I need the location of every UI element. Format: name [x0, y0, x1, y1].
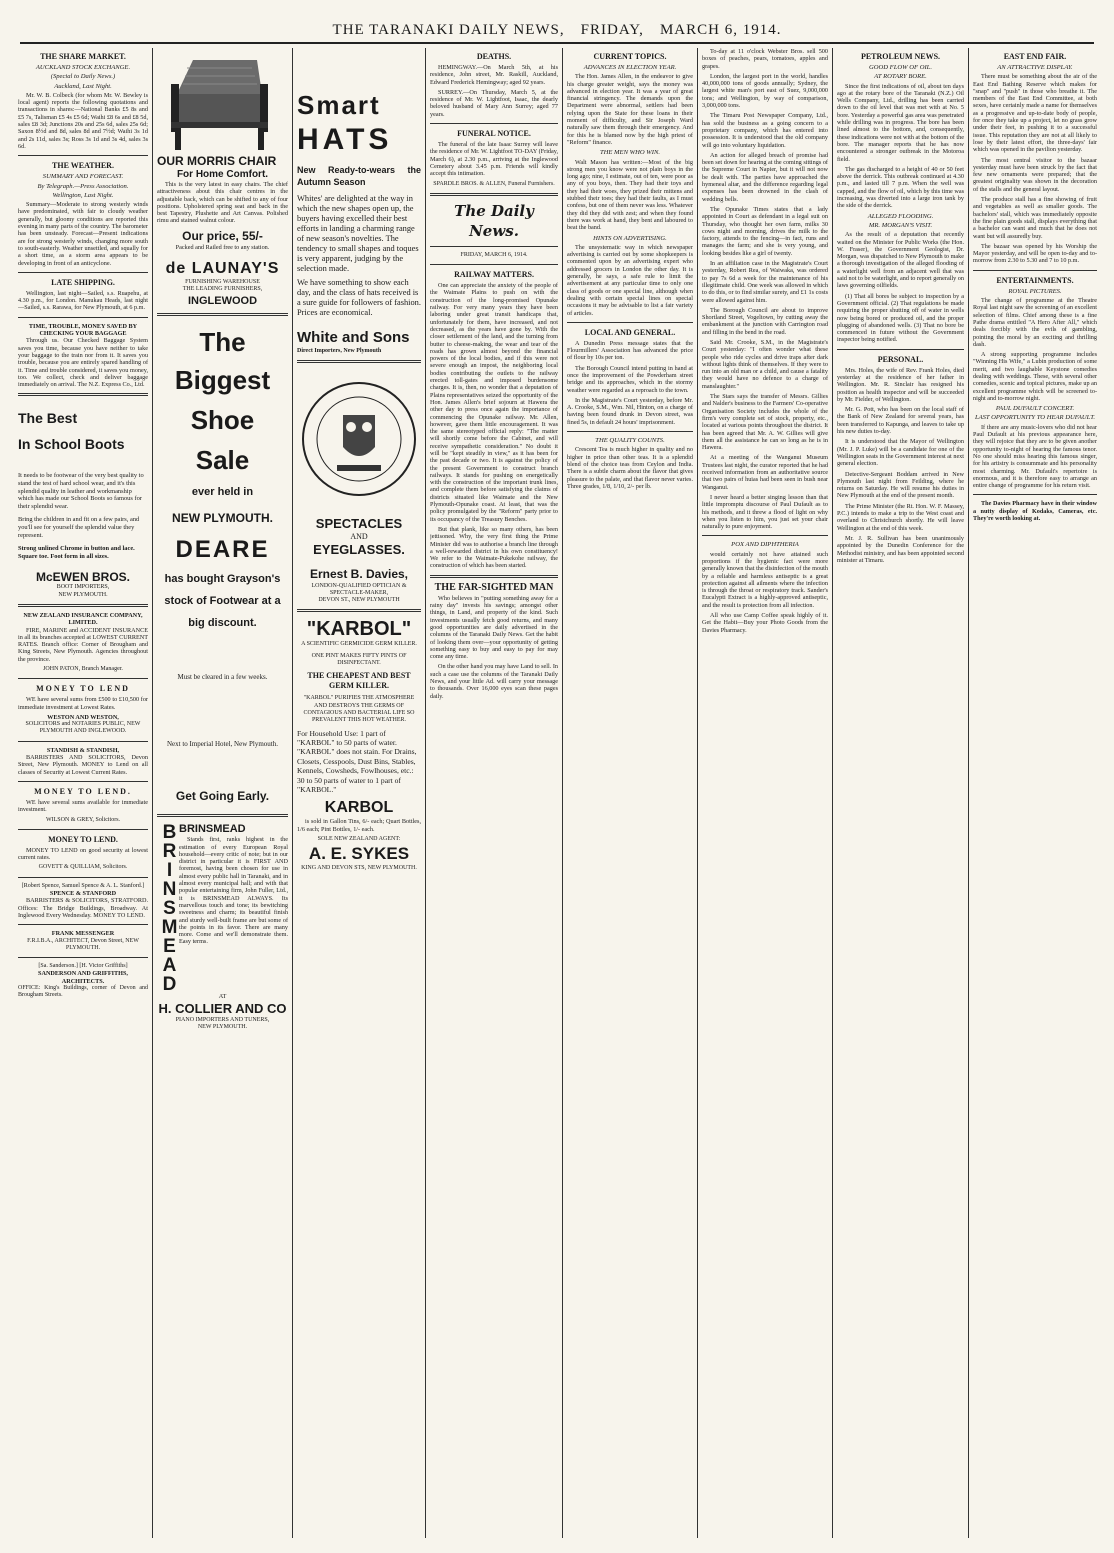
personal-item: Mrs. Holes, the wife of Rev. Frank Holes, died yesterday at the residence of her father in Wellington. Mr. R. Sinclair has resigned his position as health inspector and will be succeeded by Mr. Fielder, of Wellington.: [837, 366, 964, 403]
messenger-name: FRANK MESSENGER: [51, 930, 115, 938]
oil-text: Since the first indications of oil, about ten days ago at the rotary bore of the Taranaki (N.Z.) Oil Wells Company, Ltd., drilling has been carried down to the oil level that was met with at No. 5 bore. Yesterday a powerful gas area was penetrated while drilling was in progress. The bore has been lined almost to the bottom, and, consequently, these indications were not with at the bottom of the bore. The manager reports that he has now encountered a stronger outbreak in the Motoroa field.: [837, 82, 964, 163]
daily-news-title: The Daily News.: [454, 201, 534, 240]
brinsmead-title: BRINSMEAD: [179, 823, 246, 836]
local-text: A Dunedin Press message states that the Flourmillers' Association has advanced the price of flour by 10s per ton.: [567, 339, 693, 362]
spence-text: BARRISTERS & SOLICITORS, STRATFORD. Offices: The Bridge Buildings, Broadway. At Inglewood Every Wednesday. MONEY TO LEND.: [18, 897, 148, 919]
shoe-sale: Sale: [195, 444, 250, 475]
oil-heading: GOOD FLOW OF OIL.: [868, 64, 932, 71]
boots-text-3: Strong unlined Chrome in button and lace. Square toe. Foot form in all sizes.: [18, 545, 135, 560]
auckland-heading: AUCKLAND STOCK EXCHANGE.: [35, 64, 131, 71]
personal-item: Detective-Sergeant Boddam arrived in New Plymouth last night from Feilding, where he returns on Saturday. He will resume his duties in New Plymouth at the end of the present month.: [837, 470, 964, 500]
dateline: Auckland, Last Night.: [54, 82, 112, 90]
weston-firm: WESTON AND WESTON,: [47, 713, 119, 721]
pictures-heading: ROYAL PICTURES.: [1008, 287, 1062, 295]
recommend-text: (1) That all bores be subject to inspection by a Government official. (2) That regulations be made requiring the proper shutting off of water in wells now being bored or produced oil, and the proper plugging of abandoned wells. (3) That no bore be commenced in future without the Government inspector being notified.: [837, 292, 964, 344]
petroleum-heading: PETROLEUM NEWS.: [860, 52, 941, 61]
baggage-text: Through us. Our Checked Baggage System saves you time, because you have neither to take your baggage to the train nor from it. It saves you trouble, because you are entirely spared handling of it. Time and trouble considered, it saves you money, too. We collect, check and deliver baggage immediately on arrival. The N.Z. Express Co., Ltd.: [18, 337, 148, 389]
personal-item: Mr. G. Pott, who has been on the local staff of the Bank of New Zealand for several years, has been transferred to Kapunga, and leaves to take up his new duties to-day.: [837, 406, 964, 436]
column-8: [973, 48, 1097, 1538]
davies-addr: DEVON ST., NEW PLYMOUTH: [318, 597, 400, 604]
news-item: The Timaru Post Newspaper Company, Ltd., has sold the business as a going concern to a proprietary company, which has entered into possession. It is understood that the old company will go into voluntary liquidation.: [702, 112, 828, 149]
personal-item: The Prime Minister (the Rt. Hon. W. F. Massey, P.C.) intends to make a trip to the West coast and overland to Christchurch shortly. He will leave Wellington at the end of this week.: [837, 502, 964, 532]
collier-name: H. COLLIER AND CO: [158, 1000, 287, 1016]
local-text-3: In the Magistrate's Court yesterday, before Mr. A. Crooke, S.M., Wm. Nil, Hinton, on a charge of having been found drunk in Devon street, was fined 5s, in default 24 hours' imprisonment.: [567, 396, 693, 426]
brinsmead-ad: [157, 822, 288, 993]
pox-heading: POX AND DIPHTHERIA: [731, 541, 799, 549]
boots-title-2: In School Boots: [18, 436, 125, 453]
karbol-2: KARBOL: [324, 799, 394, 817]
mcewen-name: McEWEN BROS.: [35, 570, 130, 585]
wilson-firm: WILSON & GREY, Solicitors.: [45, 816, 121, 823]
morris-chair-illustration: [157, 54, 288, 154]
insurance-sign: JOHN PATON, Branch Manager.: [43, 666, 123, 672]
karbol-pint: ONE PINT MAKES FIFTY PINTS OF DISINFECTANT.: [311, 652, 407, 667]
column-4: [430, 48, 558, 1538]
fair-text: There must be something about the air of the East End Bathing Reserve which makes for "snap" and "push" in those who breathe it. The members of the East End Committee, at both sexes, have certainly made a name for themselves as a progressive and up-to-date body of people, for once they take up a project, let no grass grow under their feet, in pushing it to a successful issue. This reputation they are not at all likely to lose by their latest effort, the three-days' fair which was opened in the pavilion yesterday.: [973, 73, 1097, 154]
personal-heading: PERSONAL.: [877, 354, 924, 364]
column-3: [297, 48, 421, 1538]
news-item: At a meeting of the Wanganui Museum Trustees last night, the curator reported that he had received information from an authoritative source that two pairs of huias had been seen in bush near Wanganui.: [702, 454, 828, 491]
railway-text-2: But that plank, like so many others, has been jettisoned. Why, the very first thing the Prime Minister did was to authorise a branch line through a well-rewarded district in his own constituency! We refer to the Waimate-Pukekohe railway, the construction of which has been started.: [430, 525, 558, 570]
daily-date: FRIDAY, MARCH 6, 1914.: [460, 251, 528, 258]
column-rule: [968, 48, 969, 1538]
davies-pharmacy-ad: The Davies Pharmacy have in their window a nutty display of Kodaks, Cameras, etc. They're worth looking at.: [973, 500, 1097, 523]
column-2: [157, 48, 288, 1538]
deaths-heading: DEATHS.: [476, 52, 512, 61]
shoe-shoe: Shoe: [190, 404, 255, 435]
special-line: (Special to Daily News.): [50, 73, 116, 81]
karbol-sub: A SCIENTIFIC GERMICIDE GERM KILLER.: [301, 641, 417, 648]
oil-text-2: The gas discharged to a height of 40 or 50 feet above the derrick. This outbreak continued at 4.30 p.m., and lasted till 7 p.m. When the well was capped, and the flow of oil, which by this time was increasing, was diverted into a large iron tank by the side of the derrick.: [837, 165, 964, 210]
pictures-text: The change of programme at the Theatre Royal last night saw the screening of an excellent selection of films. Chief among these is a fine Pathe drama entitled "A Hero After All," which deals forcibly with the evils of gambling, pointing the moral by an exciting and thrilling dash.: [973, 297, 1097, 348]
money-heading: MONEY TO LEND: [36, 684, 130, 694]
cleared-text: Must be cleared in a few weeks.: [177, 672, 268, 681]
mcewen-town: NEW PLYMOUTH.: [58, 591, 108, 598]
govett-firm: GOVETT & QUILLIAM, Solicitors.: [38, 864, 128, 871]
column-5: [567, 48, 693, 1538]
local-text-2: The Borough Council intend putting in hand at once the improvement of the Powderham street bridge and its approaches, which in the stormy weather were regarded as a reproach to the town.: [567, 364, 693, 394]
column-rule: [425, 48, 426, 1538]
morris-packed: Packed and Railed free to any station.: [175, 243, 270, 251]
hats-sub: New Ready-to-wears the Autumn Season: [297, 165, 421, 187]
fair-text: The bazaar was opened by his Worship the Mayor yesterday, and will be open to-day and to-morrow from 2.30 to 5.30 and 7 to 10 p.m.: [973, 242, 1097, 265]
local-heading: LOCAL AND GENERAL.: [584, 327, 676, 337]
sanderson-names: [Sa. Sanderson.] [H. Victor Griffiths]: [38, 963, 128, 970]
goods-text: All who use Camp Coffee speak highly of it. Get the Habit—Buy your Photo Goods from the Davies Pharmacy.: [702, 612, 828, 634]
karbol-purifies: "KARBOL" PURIFIES THE ATMOSPHERE AND DESTROYS THE GERMS OF CONTAGIOUS AND BACTERIAL LIFE SO PREVALENT THIS HOT WEATHER.: [303, 695, 415, 724]
karbol-title: "KARBOL": [306, 618, 412, 641]
news-item: The Stars says the transfer of Messrs. Gillies and Nalder's business to the Farmers' Co-operative Organisation Society includes the whole of the firm's very complete set of stock, property, etc., located at various points throughout the district. It has been agreed that Mr. A. W. Gillies will give them all the assistance he can so long as he is in Hawera.: [702, 393, 828, 452]
masthead-day: FRIDAY,: [580, 21, 644, 38]
news-item: I never heard a better singing lesson than that little impromptu discourse of Paul Dufault as to his methods, and it threw a flood of light on why when you listen to him, you just set your chair naturally to pure enjoyment.: [702, 493, 828, 531]
forecast-heading: SUMMARY AND FORECAST.: [42, 173, 124, 181]
weather-dateline: Wellington, Last Night.: [52, 191, 114, 199]
morris-text: This is the very latest in easy chairs. The chief attractiveness about this chair centres in the adjustable back, which can be shifted to any of four positions. Upholstered spring seat and back in the best Tapestry, Plushette and Art Canvas. Polished rimu and stained walnut colour.: [157, 181, 288, 225]
spence-firm: SPENCE & STANFORD: [49, 890, 117, 898]
white-sub: Direct Importers, New Plymouth: [297, 348, 382, 354]
optician-crest: [297, 369, 421, 509]
news-item: London, the largest port in the world, handles 40,000,000 tons of goods annually; Sydney, the largest white man's port east of Suez, 9,000,000 tons; and Wellington, by way of comparison, 3,000,000 tons.: [702, 72, 828, 110]
boots-text: It needs to be footwear of the very best quality to stand the test of hard school wear, and it's this splendid quality in leather and workmanship which has made our School Boots so famous for their splendid wear.: [18, 472, 144, 510]
brinsmead-text: Stands first, ranks highest in the estimation of every European Royal household—every critic of note; but in our district in particular it is FIRST AND foremost, having been chosen for use in almost every public hall in Taranaki, and in almost every municipal hall; and with that popular entertaining firm, John Fuller, Ltd., it is BRINSMEAD ALWAYS. Its marvellous touch and tone; its bewitching sweetness and charm; its beautiful finish and sturdy well-built frame are but some of the points in its favor. There are many more. Come and we'll demonstrate them. Easy terms.: [179, 836, 288, 946]
insurance-text: FIRE, MARINE and ACCIDENT INSURANCE in all its branches accepted at LOWEST CURRENT RATES. Branch office: Corner of Brougham and King Streets, New Plymouth. Agencies throughout the province.: [18, 626, 148, 663]
boots-title-1: The Best: [18, 410, 78, 427]
death-notice: SURREY.—On Thursday, March 5, at the residence of Mr. W. Lightfoot, Isaac, the dearly beloved husband of Mary Ann Surrey; aged 77 years.: [430, 88, 558, 118]
quality-text: Crescent Tea is much higher in quality and no higher in price than other teas. It is a splendid blend of the choice teas from Ceylon and India. There is a subtle charm about the flavor that gives pleasure to the palate, and that flavor never varies. Three grades, 1/8, 1/10, 2/- per lb.: [567, 446, 693, 490]
railway-text: One can appreciate the anxiety of the people of the Waimate Plains to push on with the construction of the long-promised Opunake railway. For very many years they have been laboring under great transit handicaps that, unfortunately for them, have increased, and not decreased, as the years have gone by. With the closer settlement of the land, and the turning from butter to cheese-making, the wear and tear of the roads has grown almost beyond the financial powers of the local bodies, and if this were not severe enough an impost, the neighboring local bodies contributing the outlets to the railway erected toll-gates and imposed burdensome charges. It is, then, no wonder that a deputation of Plains representatives seized the opportunity of the Hon. James Allen's brief sojourn at Hawera the other day to press once again the importance of commencing the Opunake railway. Mr. Allen, however, gave them little encouragement. It was the same stereotyped official reply: "The matter will shortly come before the Cabinet, and will receive sympathetic consideration." No doubt it will be "kept steadily in view," as it has been for the past decade or two. It is against the policy of the present Government to construct branch railways. It stands for pushing on energetically with the construction of the important trunk lines, and complete them before satisfying the claims of districts situated like Waimate and the New Plymouth-Opunake coast. At least, that was the policy promulgated by the "Reform" party prior to its occupancy of the Treasury Benches.: [430, 282, 558, 523]
morris-price: Our price, 55/-: [182, 228, 263, 243]
flooding-heading: ALLEGED FLOODING.: [867, 212, 934, 220]
collier-sub: PIANO IMPORTERS AND TUNERS,: [175, 1016, 270, 1023]
hints-heading: HINTS ON ADVERTISING.: [593, 234, 667, 242]
money2-heading: MONEY TO LEND.: [34, 786, 132, 796]
delaunay-sub: FURNISHING WAREHOUSE: [185, 279, 260, 286]
morris-sub: For Home Comfort.: [176, 169, 269, 180]
eastend-heading: EAST END FAIR.: [1003, 52, 1067, 61]
weather-heading: THE WEATHER.: [52, 161, 114, 171]
news-item: To-day at 11 o'clock Webster Bros. sell 500 boxes of peaches, pears, tomatoes, apples and grapes.: [702, 48, 828, 70]
farsighted-text: Who believes in "putting something away for a rainy day" invests his savings; amongst other things, in Land, and property of the kind. Such investments usually fetch good returns, and many good opportunities are daily advertised in the columns of the Taranaki Daily News. Get the habit of looking them over—your opportunity of getting something easy to buy and easy to pay for may come any time.: [430, 594, 558, 661]
shoe-town: NEW PLYMOUTH.: [172, 510, 273, 525]
funeral-text: The funeral of the late Isaac Surrey will leave the residence of Mr. W. Lightfoot TO-DAY (Friday, March 6), at 2.30 p.m., arriving at the Inglewood Cemetery about 3.45 p.m. Friends will kindly accept this intimation.: [430, 141, 558, 178]
share-text: Mr. W. B. Colbeck (for whom Mr. W. Bewley is local agent) reports the following quotations and transactions in shares:—National Banks £5 8s and £5 7s, Talisman £5 4s £5 6d; Waihi £8 6s and £8 5d, sales £8 3d; Junctions 20s and 25s 6d, sales 25s 6d; Saxon 8½d and 8d, sales 8d and 7½d; Waihi 3s 1d and 2s 11d, sales 3s; Ross 3s 1d and 3s 4d, sales 3s 6d.: [18, 91, 148, 150]
funeral-heading: FUNERAL NOTICE.: [457, 129, 531, 139]
morgan-text: As the result of a deputation that recently waited on the Minister for Public Works (the Hon. W. Fraser), the Government Geologist, Dr. Morgan, was dispatched to New Plymouth to make a thorough investigation of the alleged flooding of a waterlight well from an adjacent well that was said not to be waterlight, and to report generally on laws governing oilfields.: [837, 231, 964, 290]
and-word: AND: [350, 532, 368, 542]
spectacles: SPECTACLES: [315, 516, 403, 532]
personal-item: It is understood that the Mayor of Wellington (Mr. J. P. Luke) will be a candidate for one of the Wellington seats in the Government interest at next general election.: [837, 438, 964, 468]
masthead-date: MARCH 6, 1914.: [659, 21, 782, 38]
white-sons: White and Sons: [297, 329, 410, 346]
column-rule: [697, 48, 698, 1538]
news-item: The Opunake Times states that a lady appointed in Court as defendant in a legal suit on Thursday, who thought her own farm, milks 30 cows night and morning, drives the milk to the factory, attends to the fencing—in fact, runs and manages the farm; and she is very young, and looking besides like a girl of twenty.: [702, 205, 828, 257]
funeral-sign: SPARDLE BROS. & ALLEN, Funeral Furnishers.: [433, 180, 555, 187]
farsighted-text-2: On the other hand you may have Land to sell. In such a case use the columns of the Taranaki Daily News, and your little Ad. will carry your message to thousands. Over 16,000 eyes scan these pages daily.: [430, 663, 558, 700]
column-7: [837, 48, 964, 1538]
karbol-cheap: THE CHEAPEST AND BEST GERM KILLER.: [307, 671, 411, 691]
column-rule: [292, 48, 293, 1538]
eyeglasses: EYEGLASSES.: [313, 541, 405, 557]
sanderson-firm: SANDERSON AND GRIFFITHS, ARCHITECTS.: [38, 970, 128, 985]
shoe-held: ever held in: [191, 485, 254, 498]
dufault-text: If there are any music-lovers who did not hear Paul Dufault at his previous appearance here, they will rejoice that they are to be given another opportunity to-night of hearing the famous tenor. No one should miss hearing this famous singer, for his artistry is consummate and his personality most charming. Mr. Dufault's repertoire is enormous, and it is therefore easy to arrange an entire change of programme for his return visit.: [973, 423, 1097, 490]
baggage-heading: TIME, TROUBLE, MONEY SAVED BY CHECKING YOUR BAGGAGE: [28, 322, 138, 338]
delaunay-sub2: THE LEADING FURNISHERS,: [182, 286, 263, 293]
quality-heading: THE QUALITY COUNTS.: [595, 437, 665, 445]
shipping-heading: LATE SHIPPING.: [51, 277, 115, 287]
farsighted-heading: THE FAR-SIGHTED MAN: [434, 581, 554, 593]
shoe-biggest: Biggest: [174, 364, 271, 395]
hints-text: The unsystematic way in which newspaper advertising is carried out by some shopkeepers is commented upon by an advertising expert who addressed grocers in London the other day. It is generally, he says, a safe rule to limit the advertisement at any particular time to only one class of goods or one special line, although when dealing with certain special lines on special occasions it may be advisable to list a fair variety of articles.: [567, 243, 693, 317]
money2-text: WE have several sums available for immediate investment.: [18, 798, 148, 814]
karbol-sold: is sold in Gallon Tins, 6/- each; Quart Bottles, 1/6 each; Pint Bottles, 1/- each.: [297, 818, 421, 833]
fair-text: The produce stall has a fine showing of fruit and vegetables as well as smaller goods. The bachelors' stall, which was immediately opposite the fine plain goods stall, displays everything that a bachelor can want and much that he does not want but will assuredly buy.: [973, 196, 1097, 240]
delaunay-town: INGLEWOOD: [187, 294, 258, 307]
dufault-sub: LAST OPPORTUNITY TO HEAR DUFAULT.: [974, 414, 1096, 422]
entertainments-heading: ENTERTAINMENTS.: [996, 275, 1074, 285]
news-item: The Borough Council are about to improve Shortland Street, Vogeltown, by cutting away the embankment at the junction with Carrington road and filling in the bend in the road.: [702, 306, 828, 336]
pictures-text-2: A strong supporting programme includes "Winning His Wife," a Lubin production of some merit, and two laughable Keystone comedies dealing with weddings. These, with several other comedies, scenic and topical pictures, make up an excellent programme which will be screened to-night and to-morrow night.: [973, 351, 1097, 402]
news-item: An action for alleged breach of promise had been set down for hearing at the coming sittings of the Supreme Court in Napier, but it will not now be dealt with. The parties have approached the hymeneal altar, and the difference regarding legal expenses has been drowned in the clash of wedding bells.: [702, 151, 828, 203]
brinsmead-vertical: BRINSMEAD: [159, 822, 180, 994]
sykes-addr: KING AND DEVON STS, NEW PLYMOUTH.: [301, 865, 417, 872]
display-heading: AN ATTRACTIVE DISPLAY.: [997, 64, 1073, 71]
insurance-title: NEW ZEALAND INSURANCE COMPANY, LIMITED.: [23, 611, 143, 627]
personal-item: Mr. J. R. Sullivan has been unanimously appointed by the Dunedin Conference for the Methodist ministry, and has been appointed second minister at Timaru.: [837, 534, 964, 564]
column-rule: [152, 48, 153, 1538]
sanderson-text: OFFICE: King's Buildings, corner of Devon and Brougham Streets.: [18, 985, 148, 999]
news-item: Said Mr. Crooke, S.M., in the Magistrate's Court yesterday: "I often wonder what these people who ride cycles and drive traps after dark without lights think of themselves. If they were to run into an old man or a child, and cause a fatality they would have no defence to a charge of manslaughter.": [702, 338, 828, 390]
dufault-heading: PAUL DUFAULT CONCERT.: [995, 405, 1075, 413]
mcewen-sub: BOOT IMPORTERS,: [56, 584, 110, 591]
smart-word: Smart: [297, 90, 381, 120]
weston-text: SOLICITORS and NOTARIES PUBLIC, NEW PLYMOUTH AND INGLEWOOD.: [25, 721, 141, 735]
column-rule: [832, 48, 833, 1538]
sykes-name: A. E. SYKES: [308, 844, 410, 864]
standish-text: BARRISTERS AND SOLICITORS, Devon Street, New Plymouth. MONEY to Lend on all classes of Security at Lowest Current Rates.: [18, 754, 148, 776]
advances-text: The Hon. James Allen, in the endeavor to give his charge greater weight, says the money was advanced in election year. It was a year of great financial stringency. The demands upon the Department were abnormal, settlers had been relying upon the State for these loans in their moment of difficulty, and Sir Joseph Ward naturally saw them through their emergency. And for this he is blamed now by the high priest of "Reform" finance.: [567, 73, 693, 146]
column-6: [702, 48, 828, 1538]
spence-names: [Robert Spence, Samuel Spence & A. L. Stanford.]: [21, 882, 145, 889]
wit-heading: THE MEN WHO WIN.: [599, 149, 661, 157]
money3-heading: MONEY TO LEND.: [48, 834, 118, 844]
hats-text-2: We have something to show each day, and the class of hats received is a sure guide for followers of fashion. Prices are economical.: [297, 278, 421, 317]
news-item: In an affiliation case in the Magistrate's Court yesterday, Robert Rea, of Waiwaka, was ordered to pay 7s 6d a week for the maintenance of his illegitimate child. One week was allowed in which to do this, or to find similar surety, and £1 1s costs were allowed against him.: [702, 260, 828, 304]
brinsmead-at: AT: [218, 993, 227, 1001]
advances-heading: ADVANCES IN ELECTION YEAR.: [583, 64, 677, 71]
pox-text: would certainly not have attained such proportions if the hygienic fact were more generally known that the disinfection of the mouth by a reliable and harmless antiseptic is a great protection against all ailments where the infection is through the throat or respiratory track. Sander's Eucalypti Extract is a highly-approved antiseptic, and the result is protection from all infection.: [702, 550, 828, 609]
collier-town: NEW PLYMOUTH.: [197, 1023, 248, 1030]
topics-heading: CURRENT TOPICS.: [593, 52, 667, 61]
morris-title: OUR MORRIS CHAIR: [157, 154, 277, 168]
railway-heading: RAILWAY MATTERS.: [454, 270, 534, 280]
shoe-the: The: [199, 326, 246, 357]
standish-firm: STANDISH & STANDISH,: [46, 746, 120, 754]
delaunay-name: de LAUNAY'S: [165, 260, 280, 278]
wit-text: Walt Mason has written:—Most of the big strong men you know were not plain boys in the long ago; nine, I estimate, out of ten, were poor as any of you boys, then. They had their toys and they had their woes, they prized their mittens and stubbed their toes; they had their faults, as I must confess, but one of them never was less. Whatever they did they did with zest; and when they found there was work at hand, they bent and laboured to beat the band.: [567, 158, 693, 232]
column-rule: [562, 48, 563, 1538]
next-to-text: Next to Imperial Hotel, New Plymouth.: [166, 739, 278, 748]
agent-line: SOLE NEW ZEALAND AGENT:: [317, 836, 401, 842]
masthead-title: THE TARANAKI DAILY NEWS,: [332, 21, 565, 38]
share-heading: THE SHARE MARKET.: [40, 52, 126, 61]
deare-name: DEARE: [175, 535, 270, 563]
weather-byline: By Telegraph.—Press Association.: [37, 182, 129, 190]
weather-text: Summary—Moderate to strong westerly winds have predominated, with fair to cloudy weather generally, but gloomy conditions are reported this evening in many parts of the country. The barometer has been unsteady. Forecast—Present indications are for strong westerly winds, changing more south to south-easterly. Weather unsettled, and squally for a short time, as a storm area appears to be developing in front of an anticyclone.: [18, 201, 148, 267]
masthead: [20, 18, 1094, 44]
davies-sub: LONDON-QUALIFIED OPTICIAN & SPECTACLE-MAKER,: [311, 582, 407, 596]
fair-text: The most central visitor to the bazaar yesterday must have been struck by the fact that few new ornaments were prepared; that the greatest originality was shown in the decoration of the stalls and the general layout.: [973, 156, 1097, 193]
deare-text: has bought Grayson's stock of Footwear at a big discount.: [164, 572, 281, 629]
hats-word: HATS: [297, 123, 393, 156]
davies-name: Ernest B. Davies,: [309, 566, 409, 581]
money3-text: MONEY TO LEND on good security at lowest current rates.: [18, 846, 148, 862]
column-1: [18, 48, 148, 1538]
messenger-text: F.R.I.B.A., ARCHITECT, Devon Street, NEW PLYMOUTH.: [27, 937, 139, 951]
morgan-heading: MR. MORGAN'S VISIT.: [868, 221, 933, 229]
death-notice: HEMINGWAY.—On March 5th, at his residence, John street, Mr. Raskill, Auckland, Edward Frederick Hemingway; aged 92 years.: [430, 64, 558, 86]
hats-text: Whites' are delighted at the way in which the new shapes open up, the buyers having excelled their best efforts in landing a charming range of new season's novelties. The tendency to small shapes and toques is very apparent, judging by the selection made.: [297, 194, 419, 273]
boots-text-2: Bring the children in and fit on a few pairs, and you'll see for yourself the splendid value they represent.: [18, 516, 140, 539]
get-going: Get Going Early.: [175, 789, 270, 804]
money-text: WE have several sums from £500 to £10,500 for immediate investment at Lowest Rates.: [18, 696, 148, 711]
karbol-use: For Household Use: 1 part of "KARBOL" to 50 parts of water. "KARBOL" does not stain. For Drains, Closets, Cesspools, Dust Bins, Stables, Kennels, Cowsheds, Fowlhouses, etc.: 30 to 50 parts of water to 1 part of "KARBOL.": [297, 728, 417, 794]
shipping-text: Wellington, last night—Sailed, s.s. Ruapehu, at 4.30 p.m., for London. Manukau Heads, last night—Sailed, s.s. Rarawa, for New Plymouth, at 6 p.m.: [18, 289, 148, 312]
bore-heading: AT ROTARY BORE.: [874, 73, 927, 81]
